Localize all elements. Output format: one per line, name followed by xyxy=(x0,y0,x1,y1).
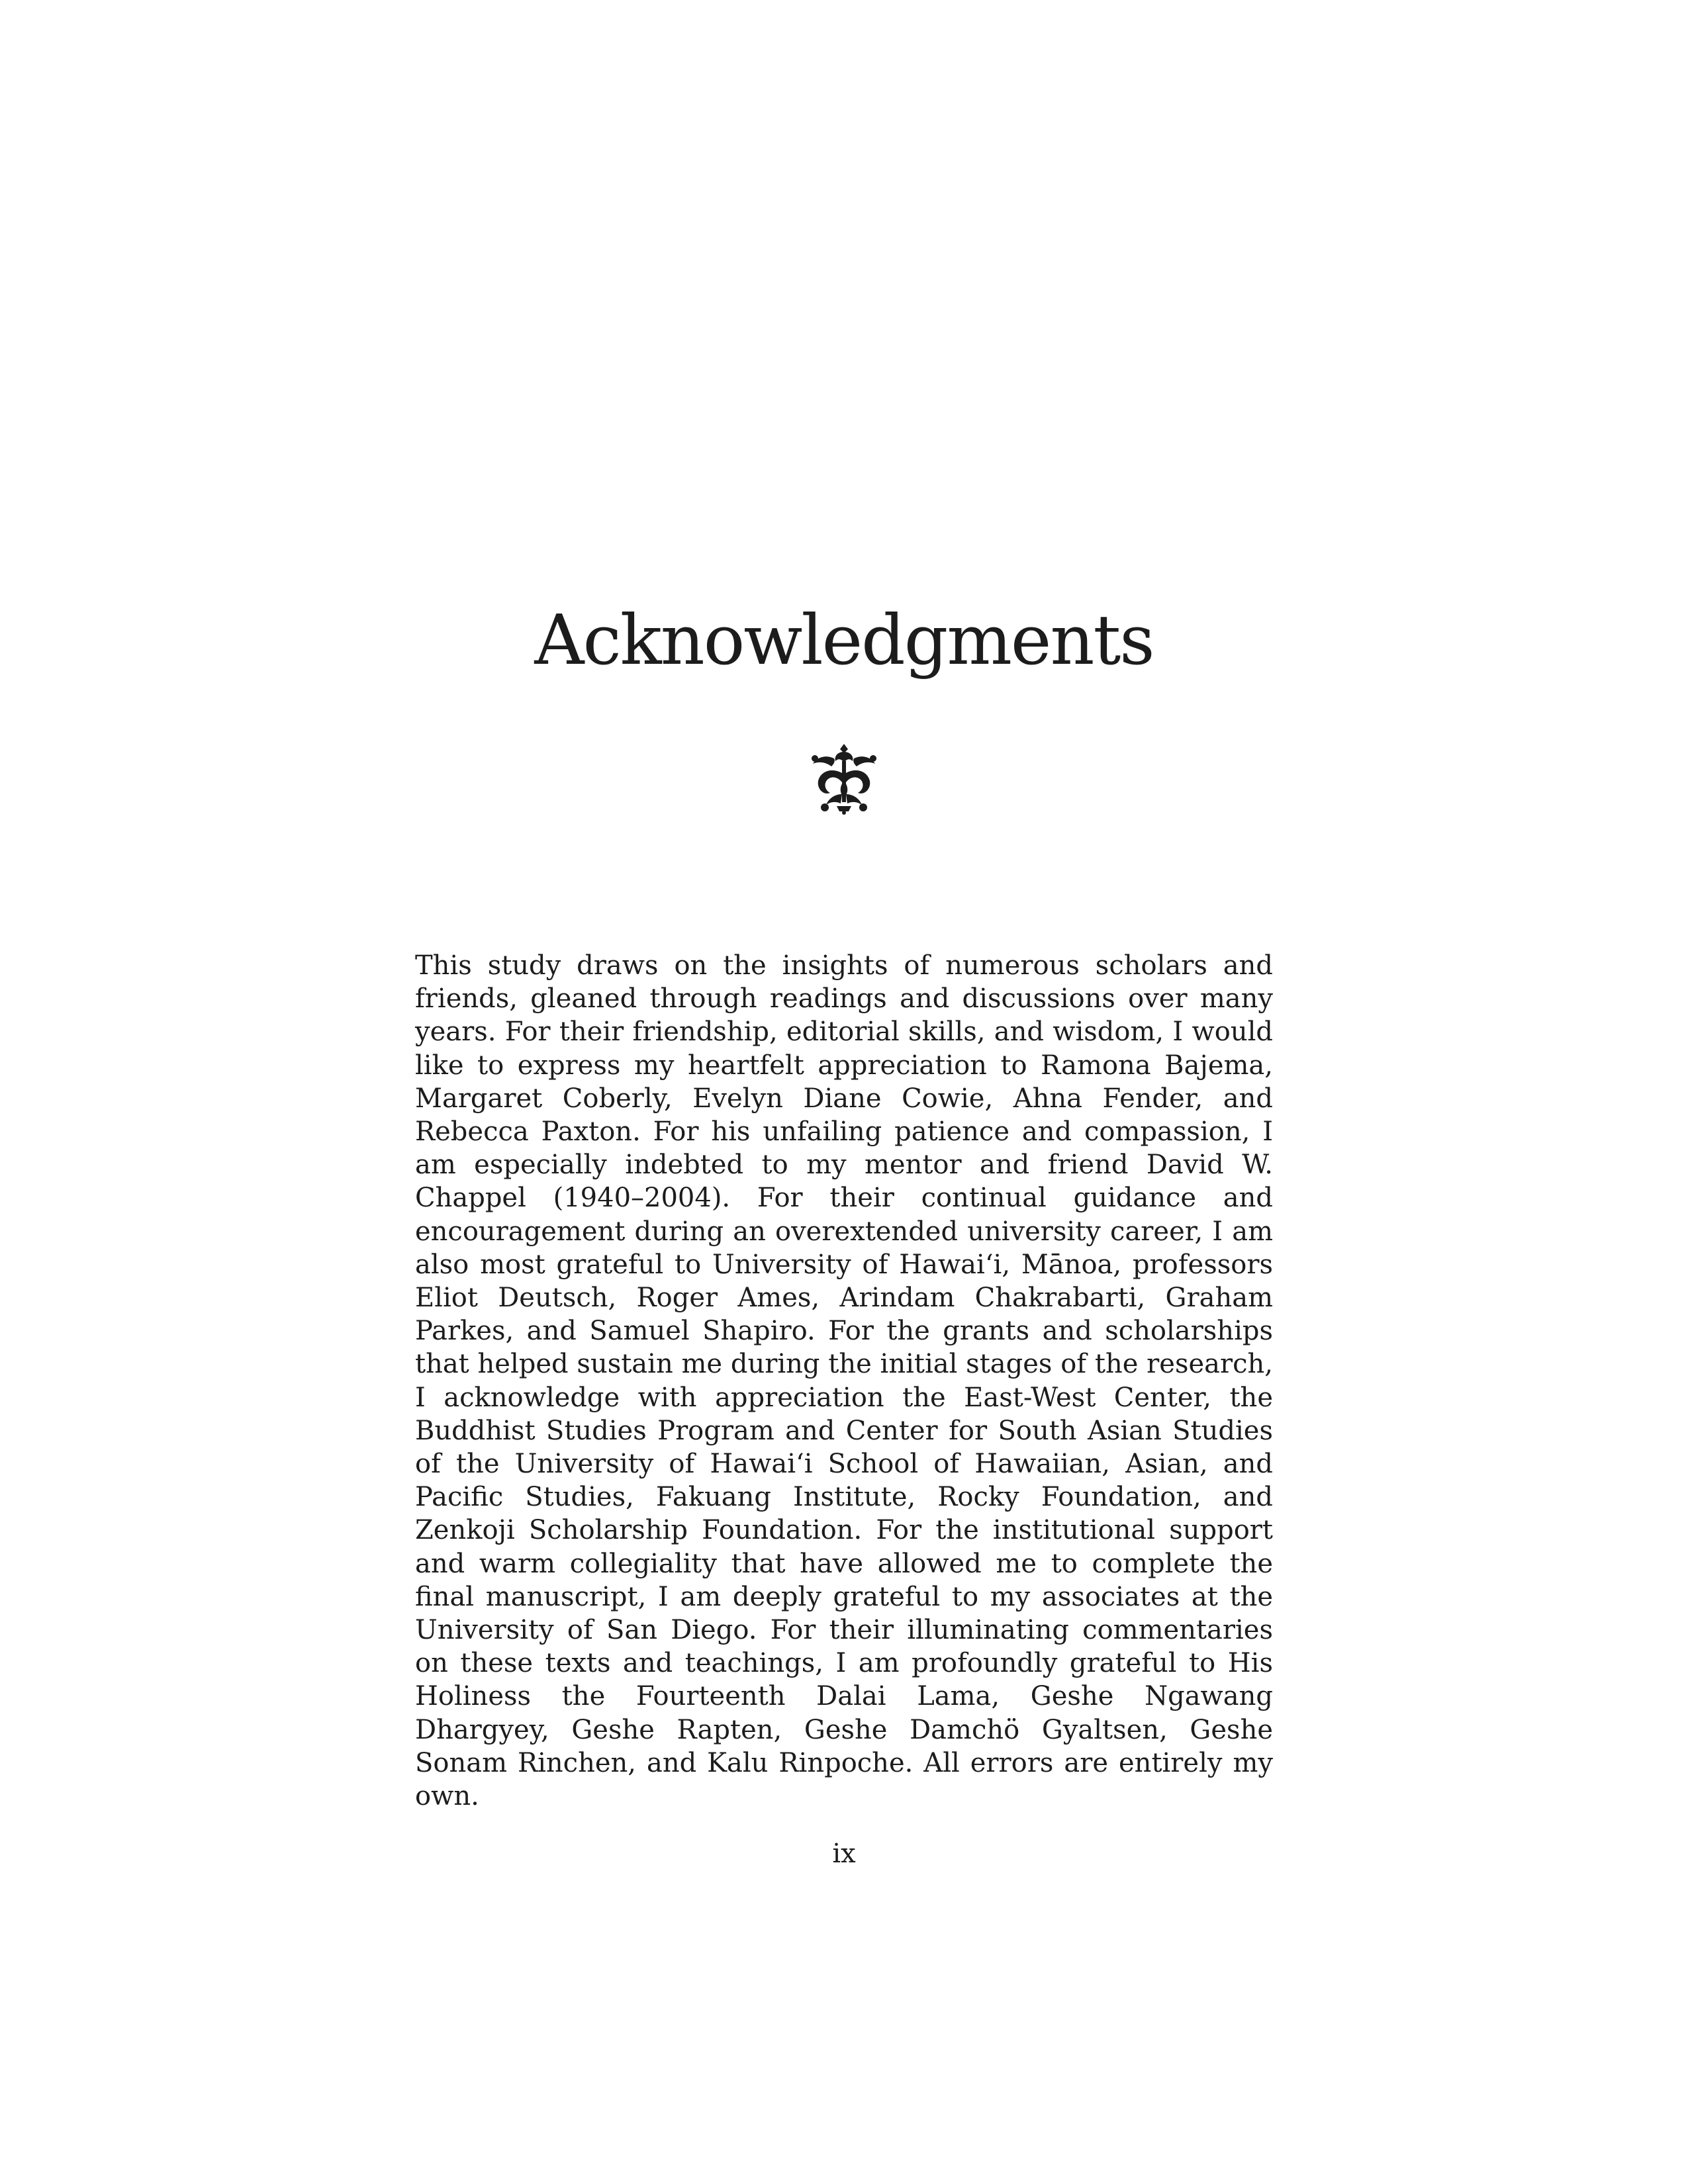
floral-ornament-icon xyxy=(809,743,879,815)
page-number: ix xyxy=(832,1839,856,1869)
page-title: Acknowledgments xyxy=(534,600,1154,680)
acknowledgments-paragraph: This study draws on the insights of numerous scholars and friends, gleaned through readings and discussions over many years. For their friendship, editorial skills, and wisdom, I would like to express my heartfelt appreciation to Ramona Bajema, Margaret Coberly, Evelyn Diane Cowie, Ahna Fender, and Rebecca Paxton. For his unfailing patience and compassion, I am especially indebted to my mentor and friend David W. Chappel (1940–2004). For their continual guidance and encouragement during an overextended university career, I am also most grateful to University of Hawaiʻi, Mānoa, professors Eliot Deutsch, Roger Ames, Arindam Chakrabarti, Graham Parkes, and Samuel Shapiro. For the grants and scholarships that helped sustain me during the initial stages of the research, I acknowledge with appreciation the East-West Center, the Buddhist Studies Program and Center for South Asian Studies of the University of Hawaiʻi School of Hawaiian, Asian, and Pacific Studies, Fakuang Institute, Rocky Foundation, and Zenkoji Scholarship Foundation. For the institutional support and warm collegiality that have allowed me to complete the final manuscript, I am deeply grateful to my associates at the University of San Diego. For their illuminating commentaries on these texts and teachings, I am profoundly grateful to His Holiness the Fourteenth Dalai Lama, Geshe Ngawang Dhargyey, Geshe Rapten, Geshe Damchö Gyaltsen, Geshe Sonam Rinchen, and Kalu Rinpoche. All errors are entirely my own. xyxy=(415,950,1273,1812)
